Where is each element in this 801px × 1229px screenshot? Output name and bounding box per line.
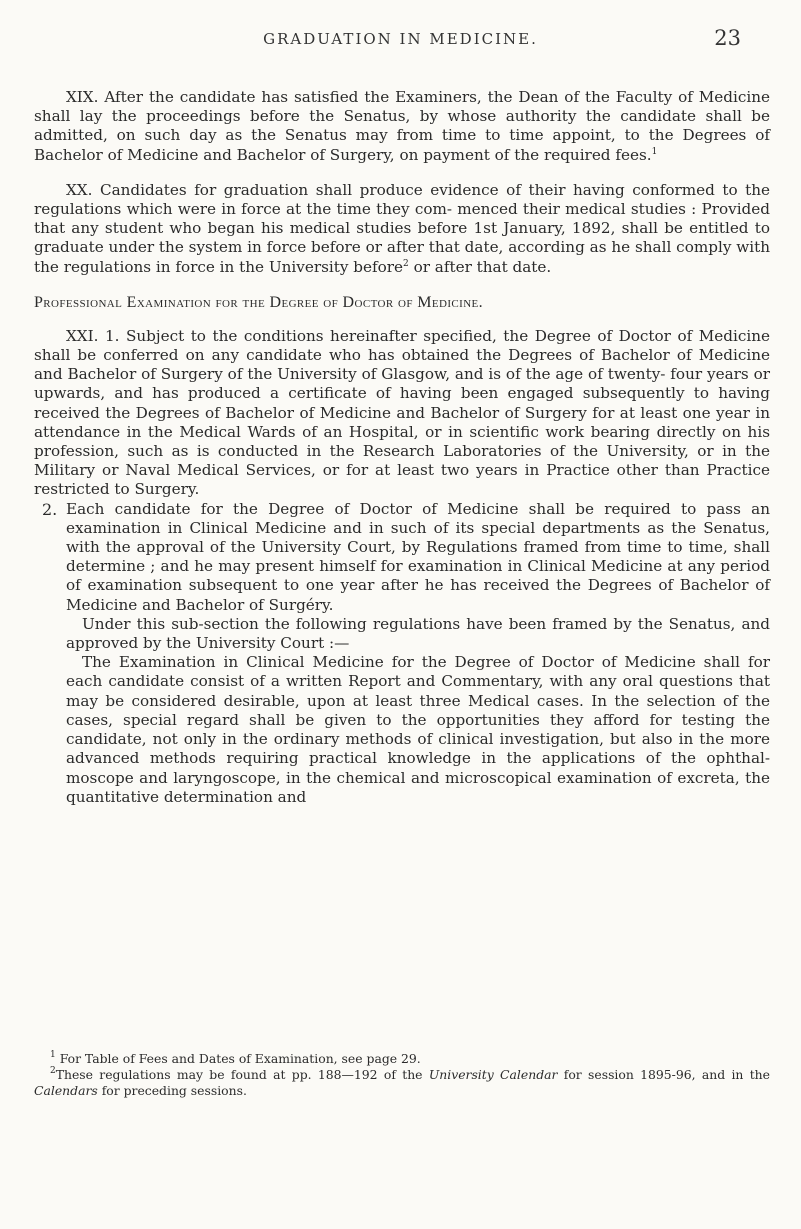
footnote-ref-1: 1 [651, 146, 658, 157]
item-2-number: 2. [42, 499, 58, 519]
footnote-1-text: For Table of Fees and Dates of Examination, see page 29. [59, 1051, 421, 1066]
footnote-2-text: These regulations may be found at pp. 188—192 of the [55, 1067, 429, 1082]
footnote-1 [34, 1051, 770, 1067]
footnote-2-text-mid: for session 1895-96, and in the [557, 1067, 770, 1082]
page-header [0, 26, 801, 54]
running-title: GRADUATION IN MEDICINE. [263, 30, 538, 48]
footnote-2-text-end: for preceding sessions. [97, 1083, 247, 1098]
page-body [34, 88, 770, 807]
footnote-2 [34, 1067, 770, 1099]
section-xx-text: XX. Candidates for graduation shall produce evidence of their having conformed to the regulations which were in force at the time they com- menced their medical studies : Provided that any student who began his medical studies before 1st January, 1892, shall be entitled to graduate under the system in force before or after that date, according as he shall comply with the regulations in force in the University before [34, 180, 770, 276]
footnote-2-book-title: University Calendar [428, 1067, 558, 1082]
footnote-2-calendars: Calendars [34, 1083, 98, 1098]
section-heading: Professional Examination for the Degree of Doctor of Medicine. [34, 293, 484, 311]
page-number: 23 [714, 26, 741, 50]
section-xix [34, 88, 770, 165]
clinical-exam-regulation: The Examination in Clinical Medicine for the Degree of Doctor of Medicine shall for each candidate consist of a written Report and Commentary, with any oral questions that may be considered desirable, upon at least three Medical cases. In the selection of the cases, special regard shall be given to the opportunities they afford for testing the candidate, not only in the ordinary methods of clinical investigation, but also in the more advanced methods requiring practical knowledge in the applications of the ophthal- moscope and laryngoscope, in the chemical and microscopical examination of excreta, the quantitative determination and [66, 653, 770, 806]
item-2-text: Each candidate for the Degree of Doctor of Medicine shall be required to pass an examination in Clinical Medicine and in such of its special departments as the Senatus, with the approval of the University Court, by Regulations framed from time to time, shall determine ; and he may present himself for examination in Clinical Medicine at any period of examination subsequent to one year after he has received the Degrees of Bachelor of Medicine and Bachelor of Surgéry. [66, 499, 770, 614]
footnote-1-mark: 1 [50, 1050, 56, 1060]
section-xix-text: XIX. After the candidate has satisfied the Examiners, the Dean of the Faculty of Medicine shall lay the proceedings before the Senatus, by whose authority the candidate shall be admitted, on such day as the Senatus may from time to time appoint, to the Degrees of Bachelor of Medicine and Bachelor of Surgery, on payment of the required fees. [34, 88, 770, 164]
regulations-intro: Under this sub-section the following regulations have been framed by the Senatus, and approved by the University Court :— [66, 614, 770, 653]
section-xx [34, 181, 770, 277]
section-xxi-item-1: XXI. 1. Subject to the conditions hereinafter specified, the Degree of Doctor of Medicine shall be conferred on any candidate who has obtained the Degrees of Bachelor of Medicine and Bachelor of Surgery of the University of Glasgow, and is of the age of twenty- four years or upwards, and has produced a certificate of having been engaged subsequently to having received the Degrees of Bachelor of Medicine and Bachelor of Surgery for at least one year in attendance in the Medical Wards of an Hospital, or in scientific work bearing directly on his profession, such as is conducted in the Research Laboratories of the University, or in the Military or Naval Medical Services, or for at least two years in Practice other than Practice restricted to Surgery. [34, 326, 770, 499]
footnote-2-mark: 2 [50, 1066, 56, 1076]
footnotes [34, 1051, 770, 1099]
footnote-ref-2: 2 [403, 258, 409, 269]
section-xxi-item-2 [34, 500, 770, 615]
section-xx-text-end: or after that date. [408, 257, 552, 276]
